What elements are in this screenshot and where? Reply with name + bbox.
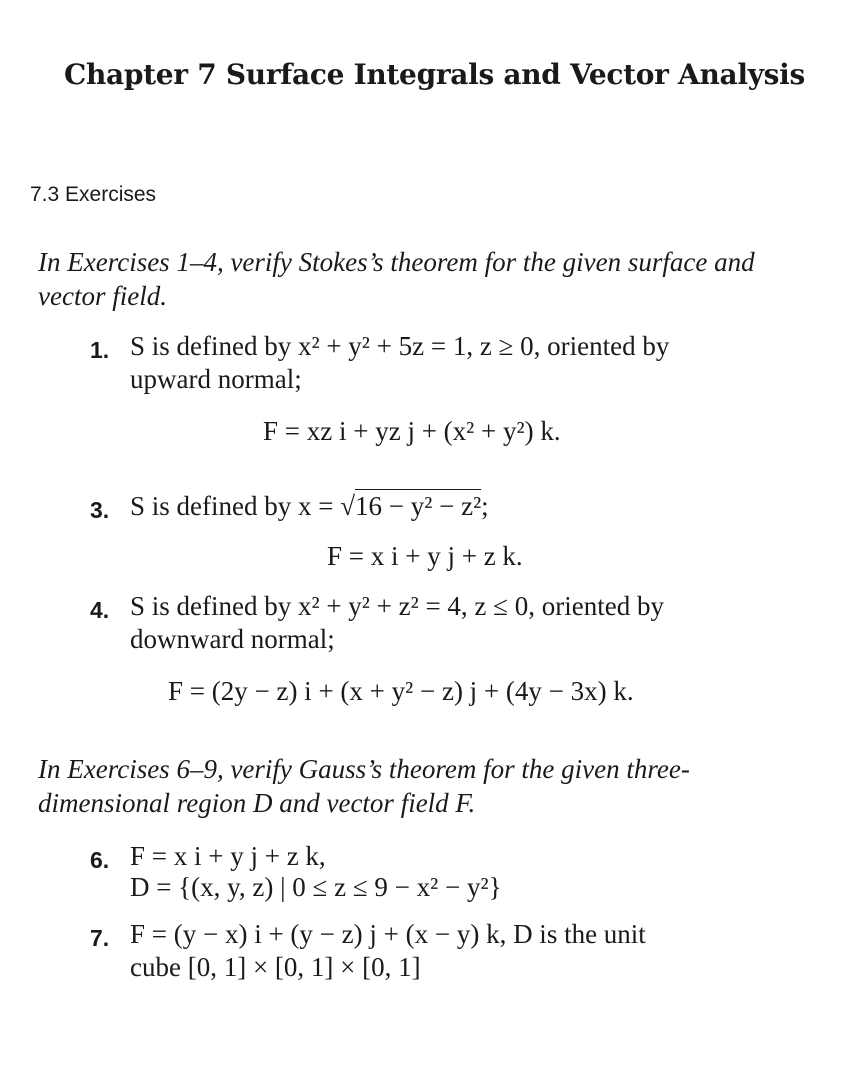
exercise-7-region: cube [0, 1] × [0, 1] × [0, 1]	[130, 952, 421, 982]
section-heading: 7.3 Exercises	[30, 183, 157, 206]
exercise-3-prefix: S is defined by x = √	[130, 491, 356, 521]
chapter-title: Chapter 7 Surface Integrals and Vector Analysis	[64, 58, 805, 91]
gauss-intro: In Exercises 6–9, verify Gauss’s theorem for the given three-dimensional region D and vector field F.	[38, 754, 690, 818]
exercise-7-vector-field: F = (y − x) i + (y − z) j + (x − y) k, D is the unit	[130, 919, 646, 949]
exercise-3-statement	[130, 491, 489, 522]
exercise-number: 6.	[90, 847, 110, 873]
exercise-number: 3.	[90, 497, 110, 523]
exercise-number: 4.	[90, 597, 110, 623]
stokes-intro: In Exercises 1–4, verify Stokes’s theorem for the given surface and vector field.	[38, 247, 755, 311]
exercise-number: 7.	[90, 925, 110, 951]
exercise-3-vector-field: F = x i + y j + z k.	[327, 541, 523, 571]
exercise-4-vector-field: F = (2y − z) i + (x + y² − z) j + (4y − 3x) k.	[168, 676, 634, 706]
exercise-1-statement-cont: upward normal;	[130, 364, 302, 394]
exercise-4-statement: S is defined by x² + y² + z² = 4, z ≤ 0, oriented by	[130, 591, 664, 621]
exercise-6-region: D = {(x, y, z) | 0 ≤ z ≤ 9 − x² − y²}	[130, 872, 502, 902]
exercise-3-suffix: ;	[481, 491, 489, 521]
exercise-4-statement-cont: downward normal;	[130, 624, 335, 654]
exercise-1-vector-field: F = xz i + yz j + (x² + y²) k.	[263, 416, 561, 446]
sqrt-radicand: 16 − y² − z²	[355, 491, 482, 521]
exercise-1-statement: S is defined by x² + y² + 5z = 1, z ≥ 0, oriented by	[130, 331, 670, 361]
exercise-number: 1.	[90, 337, 110, 363]
exercise-6-vector-field: F = x i + y j + z k,	[130, 841, 326, 871]
